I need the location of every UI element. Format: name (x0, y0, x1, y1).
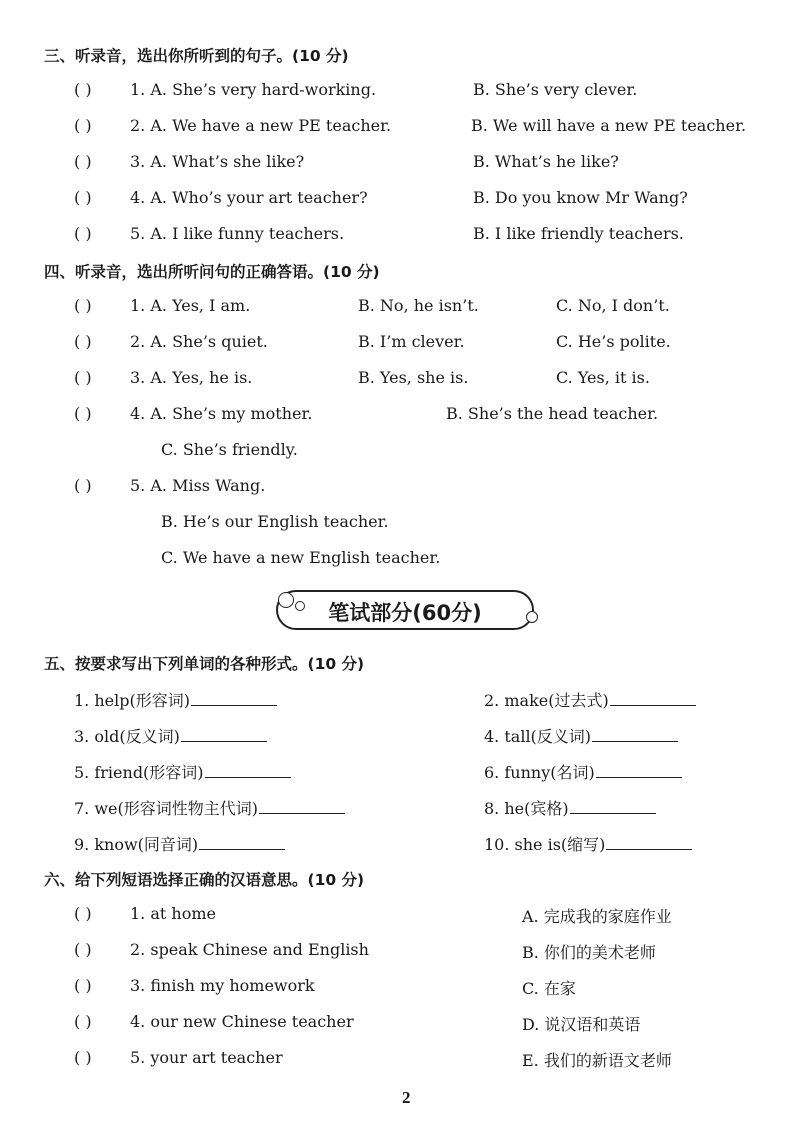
answer-blank-6-1[interactable]: ( ) (74, 904, 92, 923)
fill-line-5[interactable] (205, 763, 291, 778)
phrase-6-3: 3. finish my homework (130, 976, 315, 995)
answer-blank-6-5[interactable]: ( ) (74, 1048, 92, 1067)
phrase-6-5: 5. your art teacher (130, 1048, 283, 1067)
answer-blank-3-5[interactable]: ( ) (74, 224, 92, 243)
meaning-6-a: A. 完成我的家庭作业 (522, 907, 672, 926)
word-form-8 (484, 796, 656, 819)
word-form-6-label: 6. funny(名词) (484, 763, 595, 782)
option-4-2-b: B. I’m clever. (358, 332, 465, 351)
banner-bubble-right (526, 611, 538, 623)
fill-line-9[interactable] (199, 835, 285, 850)
answer-blank-6-4[interactable]: ( ) (74, 1012, 92, 1031)
option-4-4-b: B. She’s the head teacher. (446, 404, 659, 423)
word-form-9-label: 9. know(同音词) (74, 835, 199, 854)
answer-blank-4-1[interactable]: ( ) (74, 296, 92, 315)
answer-blank-4-3[interactable]: ( ) (74, 368, 92, 387)
option-4-1-c: C. No, I don’t. (556, 296, 670, 315)
answer-blank-3-4[interactable]: ( ) (74, 188, 92, 207)
option-4-2-a: 2. A. She’s quiet. (130, 332, 268, 351)
word-form-4 (484, 724, 678, 747)
meaning-6-e: E. 我们的新语文老师 (522, 1051, 672, 1070)
banner-bubble-small (295, 601, 305, 611)
answer-blank-3-2[interactable]: ( ) (74, 116, 92, 135)
answer-blank-4-4[interactable]: ( ) (74, 404, 92, 423)
phrase-6-2: 2. speak Chinese and English (130, 940, 369, 959)
fill-line-2[interactable] (610, 691, 696, 706)
word-form-5 (74, 760, 291, 783)
option-4-5-c: C. We have a new English teacher. (161, 548, 441, 567)
option-4-3-c: C. Yes, it is. (556, 368, 650, 387)
option-4-4-c: C. She’s friendly. (161, 440, 298, 459)
fill-line-7[interactable] (259, 799, 345, 814)
fill-line-4[interactable] (592, 727, 678, 742)
answer-blank-6-3[interactable]: ( ) (74, 976, 92, 995)
section-3-title: 三、听录音，选出你所听到的句子。(10 分) (44, 47, 349, 65)
option-3-4-a: 4. A. Who’s your art teacher? (130, 188, 368, 207)
section-4-title: 四、听录音，选出所听问句的正确答语。(10 分) (44, 263, 380, 281)
phrase-6-1: 1. at home (130, 904, 216, 923)
page-number: 2 (402, 1088, 411, 1107)
answer-blank-3-1[interactable]: ( ) (74, 80, 92, 99)
phrase-6-4: 4. our new Chinese teacher (130, 1012, 354, 1031)
option-3-4-b: B. Do you know Mr Wang? (473, 188, 688, 207)
word-form-4-label: 4. tall(反义词) (484, 727, 592, 746)
section-5-title: 五、按要求写出下列单词的各种形式。(10 分) (44, 655, 365, 673)
option-3-3-a: 3. A. What’s she like? (130, 152, 305, 171)
answer-blank-3-3[interactable]: ( ) (74, 152, 92, 171)
word-form-7 (74, 796, 345, 819)
word-form-3 (74, 724, 267, 747)
word-form-9 (74, 832, 285, 855)
option-4-1-a: 1. A. Yes, I am. (130, 296, 251, 315)
banner-bubble-large (278, 592, 294, 608)
answer-blank-4-5[interactable]: ( ) (74, 476, 92, 495)
meaning-6-c: C. 在家 (522, 979, 576, 998)
section-6-title: 六、给下列短语选择正确的汉语意思。(10 分) (44, 871, 365, 889)
option-3-3-b: B. What’s he like? (473, 152, 619, 171)
word-form-7-label: 7. we(形容词性物主代词) (74, 799, 259, 818)
option-4-1-b: B. No, he isn’t. (358, 296, 479, 315)
option-3-1-b: B. She’s very clever. (473, 80, 638, 99)
word-form-10-label: 10. she is(缩写) (484, 835, 606, 854)
written-part-banner (276, 590, 534, 630)
word-form-3-label: 3. old(反义词) (74, 727, 180, 746)
word-form-1-label: 1. help(形容词) (74, 691, 190, 710)
word-form-6 (484, 760, 682, 783)
fill-line-3[interactable] (181, 727, 267, 742)
meaning-6-d: D. 说汉语和英语 (522, 1015, 641, 1034)
option-4-5-a: 5. A. Miss Wang. (130, 476, 266, 495)
option-3-1-a: 1. A. She’s very hard-working. (130, 80, 377, 99)
option-4-2-c: C. He’s polite. (556, 332, 671, 351)
fill-line-8[interactable] (570, 799, 656, 814)
option-3-5-a: 5. A. I like funny teachers. (130, 224, 345, 243)
option-4-3-a: 3. A. Yes, he is. (130, 368, 253, 387)
word-form-2-label: 2. make(过去式) (484, 691, 609, 710)
word-form-1 (74, 688, 277, 711)
word-form-2 (484, 688, 696, 711)
option-3-2-b: B. We will have a new PE teacher. (471, 116, 747, 135)
option-4-3-b: B. Yes, she is. (358, 368, 469, 387)
option-4-5-b: B. He’s our English teacher. (161, 512, 389, 531)
answer-blank-6-2[interactable]: ( ) (74, 940, 92, 959)
word-form-8-label: 8. he(宾格) (484, 799, 569, 818)
answer-blank-4-2[interactable]: ( ) (74, 332, 92, 351)
word-form-10 (484, 832, 692, 855)
fill-line-10[interactable] (606, 835, 692, 850)
fill-line-1[interactable] (191, 691, 277, 706)
option-3-2-a: 2. A. We have a new PE teacher. (130, 116, 392, 135)
meaning-6-b: B. 你们的美术老师 (522, 943, 656, 962)
fill-line-6[interactable] (596, 763, 682, 778)
option-3-5-b: B. I like friendly teachers. (473, 224, 684, 243)
option-4-4-a: 4. A. She’s my mother. (130, 404, 313, 423)
word-form-5-label: 5. friend(形容词) (74, 763, 204, 782)
banner-text: 笔试部分(60分) (328, 601, 482, 625)
